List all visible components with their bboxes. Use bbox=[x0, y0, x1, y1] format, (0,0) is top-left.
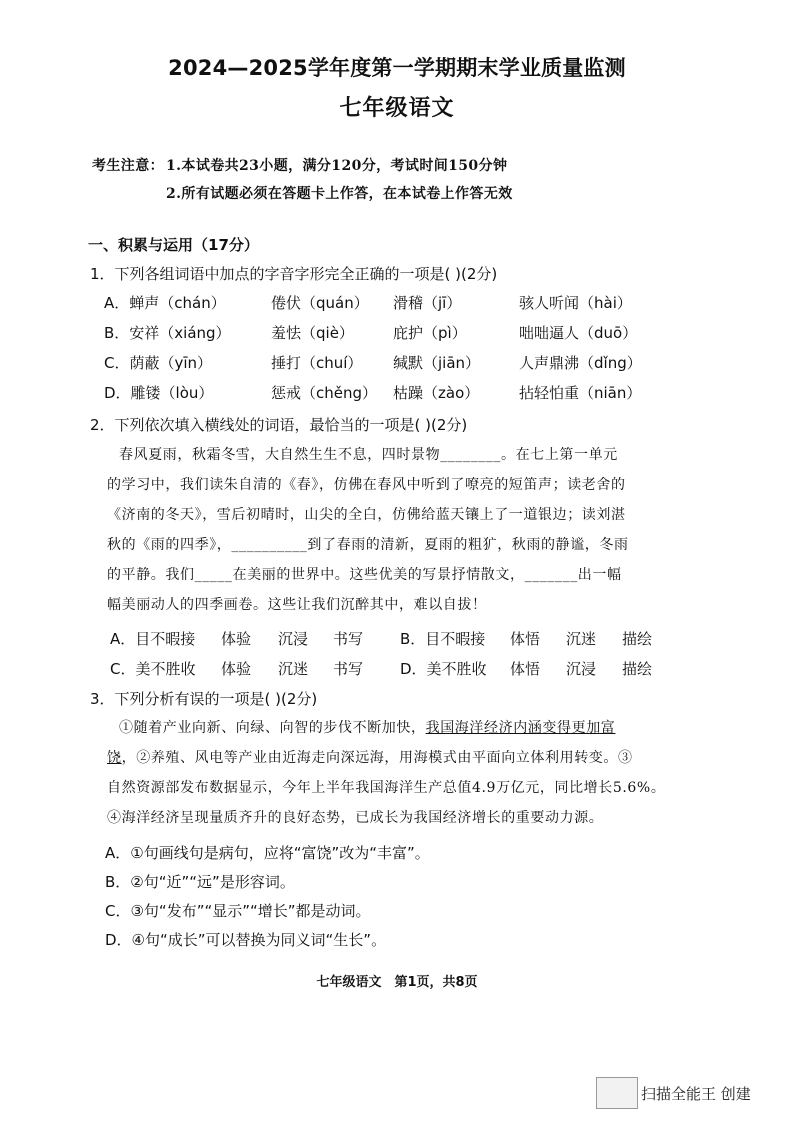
q1-option-cell: 枯躁（zào） bbox=[393, 384, 480, 402]
underlined-sentence: 我国海洋经济内涵变得更加富 bbox=[425, 720, 616, 736]
q1-option-cell: D．雕镂（lòu） bbox=[104, 384, 214, 402]
q2-option-cell: 体验 bbox=[221, 630, 252, 648]
q1-option-cell: B．安祥（xiáng） bbox=[104, 324, 231, 342]
passage-line: 幅美丽动人的四季画卷。这些让我们沉醉其中，难以自拔！ bbox=[107, 597, 487, 613]
passage-line: 春风夏雨，秋霜冬雪，大自然生生不息，四时景物________。在七上第一单元 bbox=[119, 447, 618, 463]
q1-option-cell: A．蝉声（chán） bbox=[104, 294, 226, 312]
q3-option: A．①句画线句是病句，应将“富饶”改为“丰富”。 bbox=[105, 844, 430, 862]
q2-option-cell: 体验 bbox=[221, 660, 252, 678]
underlined-sentence: 饶 bbox=[107, 750, 122, 766]
exam-title: 2024—2025学年度第一学期期末学业质量监测 bbox=[168, 56, 626, 80]
q3-option: B．②句“近”“远”是形容词。 bbox=[105, 873, 295, 891]
q1-option-cell: 滑稽（jī） bbox=[393, 294, 462, 312]
q1-option-cell: C．荫蔽（yīn） bbox=[104, 354, 213, 372]
q1-option-cell: 庇护（pì） bbox=[393, 324, 467, 342]
q2-option-cell: 描绘 bbox=[622, 630, 653, 648]
page-footer: 七年级语文 第1页，共8页 bbox=[316, 975, 478, 990]
q1-option-cell: 倦伏（quán） bbox=[271, 294, 369, 312]
q1-option-cell: 咄咄逼人（duō） bbox=[519, 324, 638, 342]
notice-label: 考生注意： bbox=[92, 158, 164, 174]
q1-option-cell: 拈轻怕重（niān） bbox=[519, 384, 642, 402]
passage-line: 《济南的冬天》，雪后初晴时，山尖的全白，仿佛给蓝天镶上了一道银边；读刘湛 bbox=[107, 507, 626, 523]
watermark-text: 扫描全能王 创建 bbox=[641, 1085, 751, 1103]
notice-line-2: 2.所有试题必须在答题卡上作答，在本试卷上作答无效 bbox=[166, 186, 513, 202]
q1-option-cell: 惩戒（chěng） bbox=[271, 384, 378, 402]
q2-option-cell: 沉迷 bbox=[278, 660, 309, 678]
passage-line: ①随着产业向新、向绿、向智的步伐不断加快，我国海洋经济内涵变得更加富 bbox=[119, 720, 616, 736]
subject-title: 七年级语文 bbox=[339, 96, 455, 121]
q3-option: D．④句“成长”可以替换为同义词“生长”。 bbox=[105, 931, 387, 949]
q2-option-cell: A．目不暇接 bbox=[110, 630, 196, 648]
q2-option-cell: 沉浸 bbox=[566, 660, 597, 678]
notice-line-1: 1.本试卷共23小题，满分120分，考试时间150分钟 bbox=[166, 158, 508, 174]
q2-option-cell: 沉迷 bbox=[566, 630, 597, 648]
q2-option-cell: C．美不胜收 bbox=[110, 660, 196, 678]
q2-option-cell: 沉浸 bbox=[278, 630, 309, 648]
passage-line: 饶，②养殖、风电等产业由近海走向深远海，用海模式由平面向立体利用转变。③ bbox=[107, 750, 633, 766]
q2-option-cell: 体悟 bbox=[510, 660, 541, 678]
scanner-logo bbox=[596, 1077, 638, 1109]
q1-option-cell: 羞怯（qiè） bbox=[271, 324, 354, 342]
q2-option-cell: D．美不胜收 bbox=[400, 660, 487, 678]
question-3-stem: 3．下列分析有误的一项是( )(2分) bbox=[90, 690, 318, 708]
q1-option-cell: 骇人听闻（hài） bbox=[519, 294, 632, 312]
q3-option: C．③句“发布”“显示”“增长”都是动词。 bbox=[105, 902, 371, 920]
q2-option-cell: 体悟 bbox=[510, 630, 541, 648]
passage-line: 的学习中，我们读朱自清的《春》，仿佛在春风中听到了嘹亮的短笛声；读老舍的 bbox=[107, 477, 626, 493]
passage-line: 的平静。我们_____在美丽的世界中。这些优美的写景抒情散文，_______出一幅 bbox=[107, 567, 622, 583]
question-1-stem: 1．下列各组词语中加点的字音字形完全正确的一项是( )(2分) bbox=[90, 265, 498, 283]
q1-option-cell: 捶打（chuí） bbox=[271, 354, 363, 372]
passage-line: ④海洋经济呈现量质齐升的良好态势，已成长为我国经济增长的重要动力源。 bbox=[107, 810, 604, 826]
q2-option-cell: 书写 bbox=[333, 630, 364, 648]
q2-option-cell: B．目不暇接 bbox=[400, 630, 486, 648]
q1-option-cell: 缄默（jiān） bbox=[393, 354, 481, 372]
q2-option-cell: 书写 bbox=[333, 660, 364, 678]
passage-line: 秋的《雨的四季》，__________到了春雨的清新，夏雨的粗犷，秋雨的静谧，冬雨 bbox=[107, 537, 629, 553]
q1-option-cell: 人声鼎沸（dǐng） bbox=[519, 354, 642, 372]
q2-option-cell: 描绘 bbox=[622, 660, 653, 678]
question-2-stem: 2．下列依次填入横线处的词语，最恰当的一项是( )(2分) bbox=[90, 416, 468, 434]
passage-line: 自然资源部发布数据显示，今年上半年我国海洋生产总值4.9万亿元，同比增长5.6%。 bbox=[107, 780, 666, 796]
section-heading: 一、积累与运用（17分） bbox=[88, 236, 259, 254]
